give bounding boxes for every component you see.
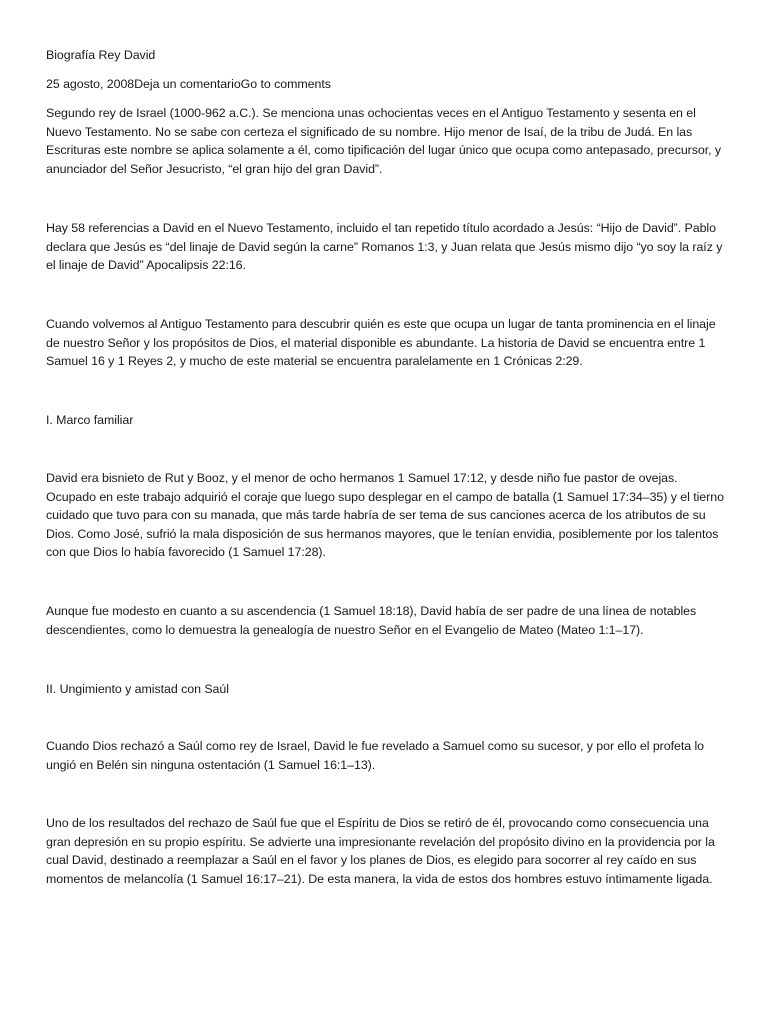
paragraph-intro: Segundo rey de Israel (1000-962 a.C.). Se menciona unas ochocientas veces en el Antiguo Testamento y sesenta en el Nuevo Testamento. No se sabe con certeza el significado de su nombre. Hijo menor de Isaí, de la tribu de Judá. En las Escrituras este nombre se aplica solamente a él, como tipificación del lugar único que ocupa como antepasado, precursor, y anunciador del Señor Jesucristo, “el gran hijo del gran David”.	[46, 106, 722, 176]
paragraph-new-testament: Hay 58 referencias a David en el Nuevo Testamento, incluido el tan repetido título acordado a Jesús: “Hijo de David”. Pablo declara que Jesús es “del linaje de David según la carne” Romanos 1:3, y Juan relata que Jesús mismo dijo “yo soy la raíz y el linaje de David” Apocalipsis 22:16.	[46, 221, 723, 273]
paragraph-old-testament: Cuando volvemos al Antiguo Testamento para descubrir quién es este que ocupa un lugar de tanta prominencia en el linaje de nuestro Señor y los propósitos de Dios, el material disponible es abundante. La historia de David se encuentra entre 1 Samuel 16 y 1 Reyes 2, y mucho de este material se encuentra paralelamente en 1 Crónicas 2:29.	[46, 317, 716, 369]
paragraph-family: David era bisnieto de Rut y Booz, y el menor de ocho hermanos 1 Samuel 17:12, y desde niño fue pastor de ovejas. Ocupado en este trabajo adquirió el coraje que luego supo desplegar en el campo de batalla (1 Samuel 17:34–35) y el tierno cuidado que tuvo para con su manada, que más tarde habría de ser tema de sus canciones acerca de los atributos de su Dios. Como José, sufrió la mala disposición de sus hermanos mayores, que le tenían envidia, posiblemente por los talentos con que Dios lo había favorecido (1 Samuel 17:28).	[46, 471, 724, 560]
paragraph-ancestry: Aunque fue modesto en cuanto a su ascendencia (1 Samuel 18:18), David había de ser padre de una línea de notables descendientes, como lo demuestra la genealogía de nuestro Señor en el Evangelio de Mateo (Mateo 1:1–17).	[46, 604, 697, 637]
paragraph-saul-rejection: Uno de los resultados del rechazo de Saúl fue que el Espíritu de Dios se retiró de él, provocando como consecuencia una gran depresión en su propio espíritu. Se advierte una impresionante revelación del propósito divino en la providencia por la cual David, destinado a reemplazar a Saúl en el favor y los planes de Dios, es elegido para socorrer al rey caído en sus momentos de melancolía (1 Samuel 16:17–21). De esta manera, la vida de estos dos hombres estuvo íntimamente ligada.	[46, 816, 715, 886]
document-title: Biografía Rey David	[46, 48, 156, 62]
section-heading-marco-familiar: I. Marco familiar	[46, 413, 134, 427]
paragraph-anointing: Cuando Dios rechazó a Saúl como rey de Israel, David le fue revelado a Samuel como su sucesor, y por ello el profeta lo ungió en Belén sin ninguna ostentación (1 Samuel 16:1–13).	[46, 739, 704, 772]
post-dateline: 25 agosto, 2008Deja un comentarioGo to comments	[46, 77, 331, 91]
section-heading-ungimiento: II. Ungimiento y amistad con Saúl	[46, 682, 229, 696]
